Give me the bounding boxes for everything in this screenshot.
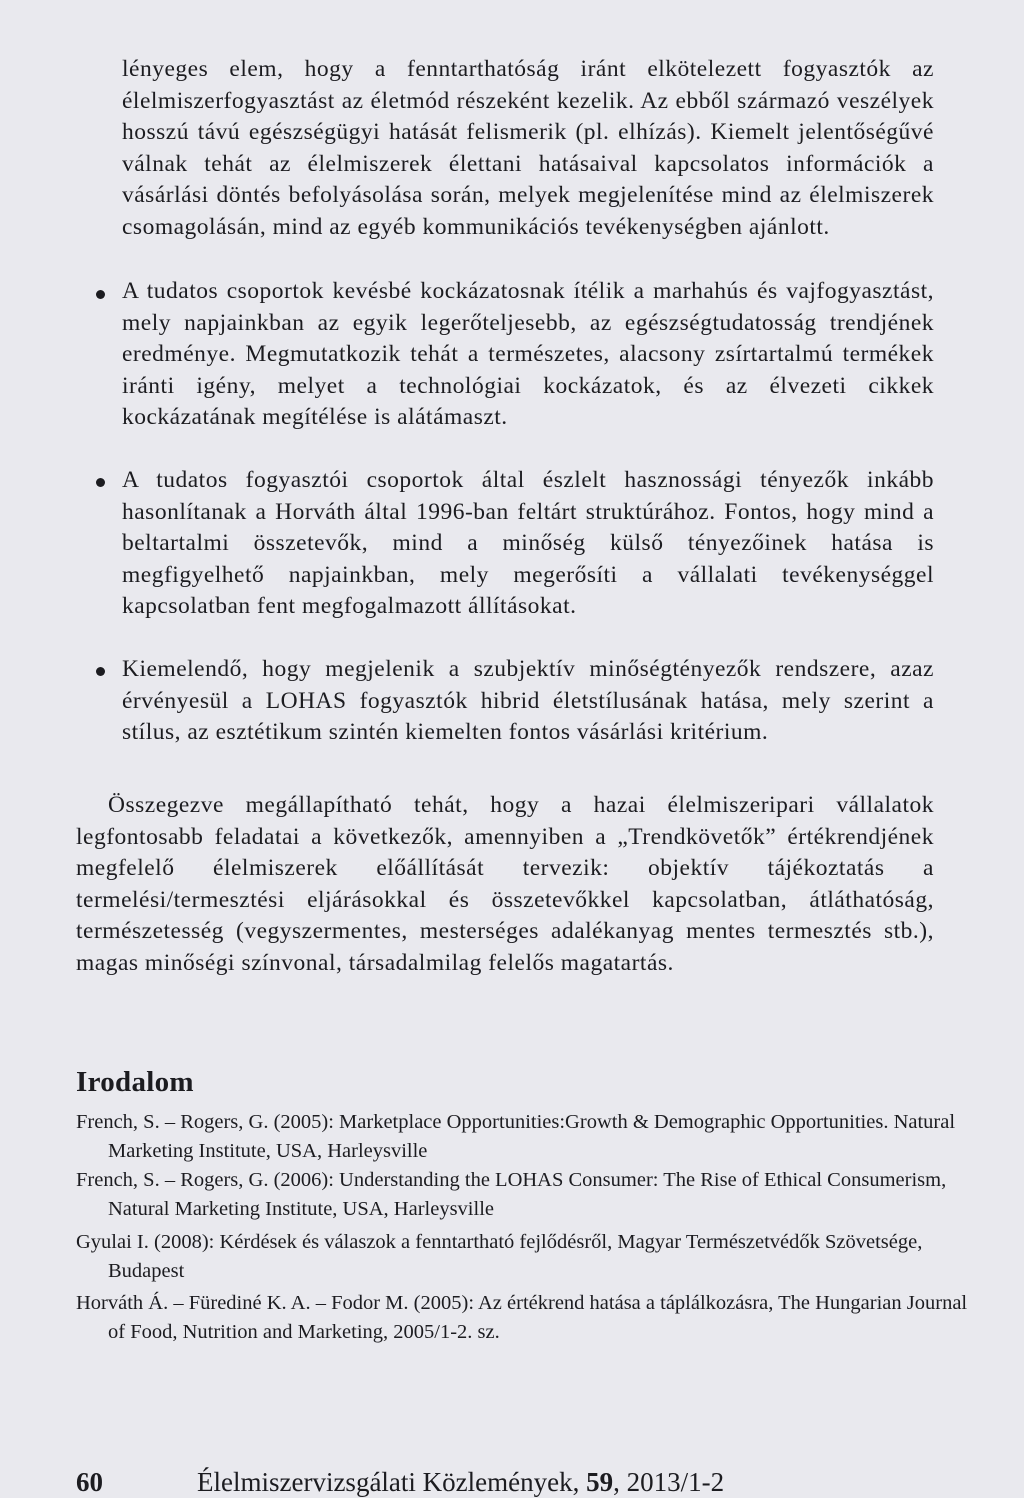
journal-issue: , 2013/1-2 xyxy=(613,1467,725,1497)
summary-paragraph: Összegezve megállapítható tehát, hogy a hazai élelmiszeripari vállalatok legfontosabb feladatai a következők, amennyiben a „Trendkövetők” értékrendjének megfelelő élelmiszerek előállítását tervezik: objektív tájékoztatás a termelési/termesztési eljárásokkal és összetevőkkel kapcsolatban, átláthatóság, természetesség (vegyszermentes, mesterséges adalékanyag mentes termesztés stb.), magas minőségi színvonal, társadalmilag felelős magatartás. xyxy=(76,792,934,976)
reference-item: French, S. – Rogers, G. (2006): Understanding the LOHAS Consumer: The Rise of Ethical Consumerism, Natural Marketing Institute, USA, Harleysville xyxy=(76,1169,947,1220)
bullet-paragraph-3: Kiemelendő, hogy megjelenik a szubjektív minőségtényezők rendszere, azaz érvényesül a LOHAS fogyasztók hibrid életstílusának hatása, mely szerint a stílus, az esztétikum szintén kiemelten fontos vásárlási kritérium. xyxy=(122,656,934,746)
journal-volume: 59 xyxy=(586,1467,614,1497)
reference-item: Gyulai I. (2008): Kérdések és válaszok a fenntartható fejlődésről, Magyar Természetvédők Szövetsége, Budapest xyxy=(76,1231,923,1282)
bullet-dot xyxy=(96,290,105,299)
reference-item: French, S. – Rogers, G. (2005): Marketplace Opportunities:Growth & Demographic Opportunities. Natural Marketing Institute, USA, Harleysville xyxy=(76,1111,956,1162)
bullet-paragraph-1: A tudatos csoportok kevésbé kockázatosnak ítélik a marhahús és vajfogyasztást, mely napjainkban az egyik legerőteljesebb, az egészségtudatosság trendjének eredménye. Megmutatkozik tehát a természetes, alacsony zsírtartalmú termékek iránti igény, melyet a technológiai kockázatok, és az élvezeti cikkek kockázatának megítélése is alátámaszt. xyxy=(122,278,934,431)
bullet-dot xyxy=(96,667,105,676)
reference-item: Horváth Á. – Fürediné K. A. – Fodor M. (2005): Az értékrend hatása a táplálkozásra, The Hungarian Journal of Food, Nutrition and Marketing, 2005/1-2. sz. xyxy=(76,1292,968,1343)
bullet-dot xyxy=(96,478,105,487)
continued-paragraph: lényeges elem, hogy a fenntarthatóság iránt elkötelezett fogyasztók az élelmiszerfogyasztást az életmód részeként kezelik. Az ebből származó veszélyek hosszú távú egészségügyi hatását felismerik (pl. elhízás). Kiemelt jelentőségűvé válnak tehát az élelmiszerek élettani hatásaival kapcsolatos információk a vásárlási döntés befolyásolása során, melyek megjelenítése mind az élelmiszerek csomagolásán, mind az egyéb kommunikációs tevékenységben ajánlott. xyxy=(122,56,934,240)
references-heading: Irodalom xyxy=(76,1066,194,1098)
page-number: 60 xyxy=(76,1467,103,1497)
journal-title: Élelmiszervizsgálati Közlemények, xyxy=(197,1467,587,1497)
bullet-paragraph-2: A tudatos fogyasztói csoportok által észlelt hasznossági tényezők inkább hasonlítanak a Horváth által 1996-ban feltárt struktúrához. Fontos, hogy mind a beltartalmi összetevők, mind a minőség külső tényezőinek hatása is megfigyelhető napjainkban, mely megerősíti a vállalati tevékenységgel kapcsolatban fent megfogalmazott állításokat. xyxy=(122,467,934,620)
journal-citation xyxy=(197,1466,724,1498)
page-footer xyxy=(76,1466,976,1498)
